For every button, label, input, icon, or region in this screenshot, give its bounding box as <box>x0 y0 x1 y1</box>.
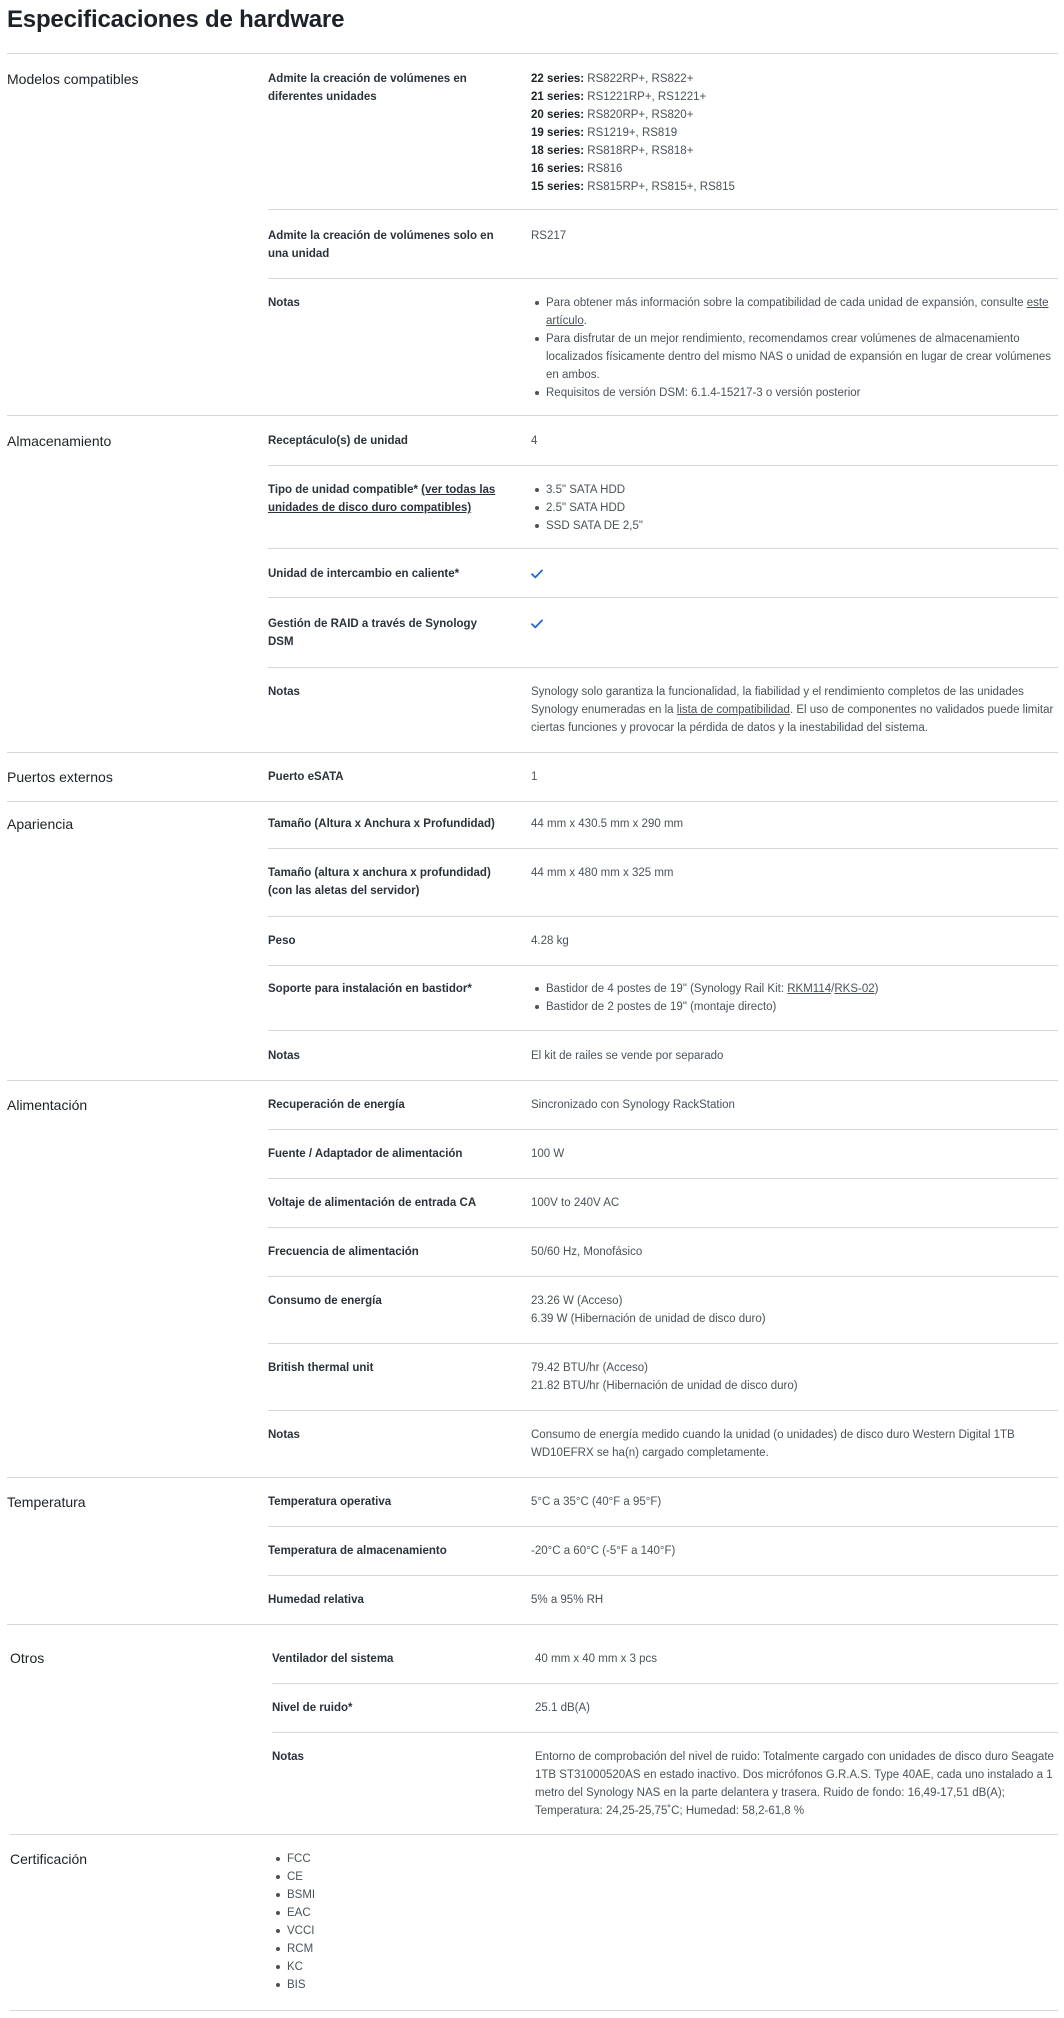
list-item: Requisitos de versión DSM: 6.1.4-15217-3 o versión posterior <box>546 384 1051 402</box>
section-title-temperatura: Temperatura <box>7 1494 86 1510</box>
section-title-modelos: Modelos compatibles <box>7 71 139 87</box>
spec-value-humidity: 5% a 95% RH <box>531 1594 604 1606</box>
spec-label-fan: Ventilador del sistema <box>272 1653 394 1665</box>
spec-value-fan: 40 mm x 40 mm x 3 pcs <box>535 1653 658 1665</box>
spec-value-frequency: 50/60 Hz, Monofásico <box>531 1246 643 1258</box>
spec-label-single-volume: Admite la creación de volúmenes solo en una unidad <box>268 230 494 260</box>
spec-value-psu: 100 W <box>531 1148 565 1160</box>
spec-label-notes: Notas <box>268 1050 300 1062</box>
divider <box>268 278 1058 279</box>
divider <box>272 1683 1058 1684</box>
divider <box>268 965 1058 966</box>
spec-value-size: 44 mm x 430.5 mm x 290 mm <box>531 818 684 830</box>
section-title-alimentacion: Alimentación <box>7 1097 88 1113</box>
spec-label-rack: Soporte para instalación en bastidor* <box>268 983 472 995</box>
list-item: Para obtener más información sobre la compatibilidad de cada unidad de expansión, consulte este artículo. <box>546 294 1051 330</box>
spec-label-consumption: Consumo de energía <box>268 1295 382 1307</box>
list-item: BIS <box>287 1976 472 1994</box>
divider <box>268 848 1058 849</box>
notes-list <box>531 294 1051 402</box>
spec-label-notes: Notas <box>268 686 300 698</box>
divider <box>268 1178 1058 1179</box>
series-list <box>531 70 1051 196</box>
spec-label-power-recovery: Recuperación de energía <box>268 1099 405 1111</box>
list-item: SSD SATA DE 2,5" <box>546 517 831 535</box>
spec-label-notes: Notas <box>268 297 300 309</box>
spec-value-noise: 25.1 dB(A) <box>535 1702 590 1714</box>
spec-label-psu: Fuente / Adaptador de alimentación <box>268 1148 463 1160</box>
spec-label-notes: Notas <box>268 1429 300 1441</box>
divider <box>7 1624 1058 1625</box>
divider <box>7 752 1058 753</box>
spec-value-appearance-notes: El kit de railes se vende por separado <box>531 1050 724 1062</box>
divider <box>268 1227 1058 1228</box>
divider <box>268 916 1058 917</box>
spec-label-storage-temp: Temperatura de almacenamiento <box>268 1545 447 1557</box>
spec-value-op-temp: 5°C a 35°C (40°F a 95°F) <box>531 1496 662 1508</box>
spec-label-raid: Gestión de RAID a través de Synology DSM <box>268 618 477 648</box>
series-row: 22 series: RS822RP+, RS822+ <box>531 73 694 85</box>
spec-label-humidity: Humedad relativa <box>268 1594 364 1606</box>
list-item: VCCI <box>287 1922 472 1940</box>
spec-value-size-rack-ears: 44 mm x 480 mm x 325 mm <box>531 867 674 879</box>
spec-label-weight: Peso <box>268 935 296 947</box>
spec-label-noise: Nivel de ruido* <box>272 1702 353 1714</box>
list-item: Bastidor de 2 postes de 19" (montaje directo) <box>546 998 1031 1016</box>
spec-label-op-temp: Temperatura operativa <box>268 1496 392 1508</box>
spec-value-consumption <box>531 1292 766 1328</box>
drive-type-list <box>531 481 831 535</box>
storage-notes: Synology solo garantiza la funcionalidad, la fiabilidad y el rendimiento completos de las unidades Synology enumeradas en la lista de compatibilidad. El uso de componentes no validados puede limitar ciertas funciones y provocar la pérdida de datos y la inestabilidad del sistema. <box>531 686 1054 734</box>
divider <box>268 548 1058 549</box>
compatible-hdd-link[interactable]: (ver todas las unidades de disco duro compatibles) <box>268 484 496 514</box>
divider <box>7 53 1058 54</box>
spec-label-btu: British thermal unit <box>268 1362 374 1374</box>
page-title: Especificaciones de hardware <box>7 6 345 33</box>
spec-value-esata: 1 <box>531 771 538 783</box>
divider <box>268 465 1058 466</box>
divider <box>272 1732 1058 1733</box>
spec-label-voltage: Voltaje de alimentación de entrada CA <box>268 1197 477 1209</box>
rkm114-link[interactable]: RKM114 <box>787 983 832 995</box>
spec-label-hotswap: Unidad de intercambio en caliente* <box>268 568 460 580</box>
divider <box>268 1276 1058 1277</box>
rack-list <box>531 980 1031 1016</box>
divider <box>10 1834 1058 1835</box>
section-title-certificacion: Certificación <box>10 1851 88 1867</box>
spec-value-single-volume: RS217 <box>531 230 567 242</box>
divider <box>268 1526 1058 1527</box>
certification-list <box>272 1850 472 1994</box>
spec-label-bays: Receptáculo(s) de unidad <box>268 435 408 447</box>
divider <box>268 1343 1058 1344</box>
series-row: 19 series: RS1219+, RS819 <box>531 127 678 139</box>
series-row: 15 series: RS815RP+, RS815+, RS815 <box>531 181 735 193</box>
section-title-puertos: Puertos externos <box>7 769 113 785</box>
list-item: 2.5" SATA HDD <box>546 499 831 517</box>
spec-label-drive-type: Tipo de unidad compatible* (ver todas las unidades de disco duro compatibles) <box>268 484 496 514</box>
section-title-otros: Otros <box>10 1650 45 1666</box>
btu-access: 79.42 BTU/hr (Acceso) <box>531 1362 648 1374</box>
list-item: KC <box>287 1958 472 1976</box>
spec-label-notes: Notas <box>272 1751 304 1763</box>
spec-value-bays: 4 <box>531 435 538 447</box>
spec-value-power-recovery: Sincronizado con Synology RackStation <box>531 1099 735 1111</box>
compatibility-list-link[interactable]: lista de compatibilidad <box>676 704 790 716</box>
section-title-apariencia: Apariencia <box>7 816 74 832</box>
divider <box>7 415 1058 416</box>
list-item: FCC <box>287 1850 472 1868</box>
btu-hibernation: 21.82 BTU/hr (Hibernación de unidad de disco duro) <box>531 1380 798 1392</box>
divider <box>7 1080 1058 1081</box>
consumption-hibernation: 6.39 W (Hibernación de unidad de disco duro) <box>531 1313 766 1325</box>
divider <box>268 1030 1058 1031</box>
divider <box>7 1477 1058 1478</box>
divider <box>268 667 1058 668</box>
compatibility-article-link[interactable]: este artículo <box>546 297 1049 327</box>
divider <box>268 1410 1058 1411</box>
divider <box>7 801 1058 802</box>
section-title-almacenamiento: Almacenamiento <box>7 433 112 449</box>
check-icon <box>531 619 543 629</box>
spec-value-power-notes: Consumo de energía medido cuando la unidad (o unidades) de disco duro Western Digital 1TB WD10EFRX se ha(n) cargado completamente. <box>531 1429 1015 1459</box>
spec-value-storage-temp: -20°C a 60°C (-5°F a 140°F) <box>531 1545 676 1557</box>
series-row: 20 series: RS820RP+, RS820+ <box>531 109 694 121</box>
series-row: 21 series: RS1221RP+, RS1221+ <box>531 91 707 103</box>
list-item: RCM <box>287 1940 472 1958</box>
spec-label-esata: Puerto eSATA <box>268 771 344 783</box>
spec-value-btu <box>531 1359 798 1395</box>
check-icon <box>531 569 543 579</box>
spec-value-weight: 4.28 kg <box>531 935 569 947</box>
spec-label-multi-volume: Admite la creación de volúmenes en diferentes unidades <box>268 73 467 103</box>
spec-value-voltage: 100V to 240V AC <box>531 1197 620 1209</box>
consumption-access: 23.26 W (Acceso) <box>531 1295 623 1307</box>
list-item: EAC <box>287 1904 472 1922</box>
list-item: Bastidor de 4 postes de 19" (Synology Rail Kit: RKM114/RKS-02) <box>546 980 1031 998</box>
list-item: CE <box>287 1868 472 1886</box>
list-item: Para disfrutar de un mejor rendimiento, recomendamos crear volúmenes de almacenamiento localizados físicamente dentro del mismo NAS o unidad de expansión en lugar de crear volúmenes en ambos. <box>546 330 1051 384</box>
list-item: 3.5" SATA HDD <box>546 481 831 499</box>
spec-label-size-rack-ears: Tamaño (altura x anchura x profundidad) (con las aletas del servidor) <box>268 867 491 897</box>
divider <box>268 209 1058 210</box>
spec-label-size: Tamaño (Altura x Anchura x Profundidad) <box>268 818 495 830</box>
divider <box>268 597 1058 598</box>
series-row: 16 series: RS816 <box>531 163 623 175</box>
divider <box>268 1129 1058 1130</box>
spec-label-frequency: Frecuencia de alimentación <box>268 1246 419 1258</box>
rks02-link[interactable]: RKS-02 <box>834 983 875 995</box>
divider <box>10 2010 1058 2011</box>
spec-value-noise-notes: Entorno de comprobación del nivel de ruido: Totalmente cargado con unidades de disco duro Seagate 1TB ST31000520AS en estado inactivo. Dos micrófonos G.R.A.S. Type 40AE, cada uno instalado a 1 metro del Synology NAS en la parte delantera y trasera. Ruido de fondo: 16,49-17,51 dB(A); Temperatura: 24,25-25,75˚C; Humedad: 58,2-61,8 % <box>535 1751 1054 1817</box>
series-row: 18 series: RS818RP+, RS818+ <box>531 145 694 157</box>
divider <box>268 1575 1058 1576</box>
list-item: BSMI <box>287 1886 472 1904</box>
